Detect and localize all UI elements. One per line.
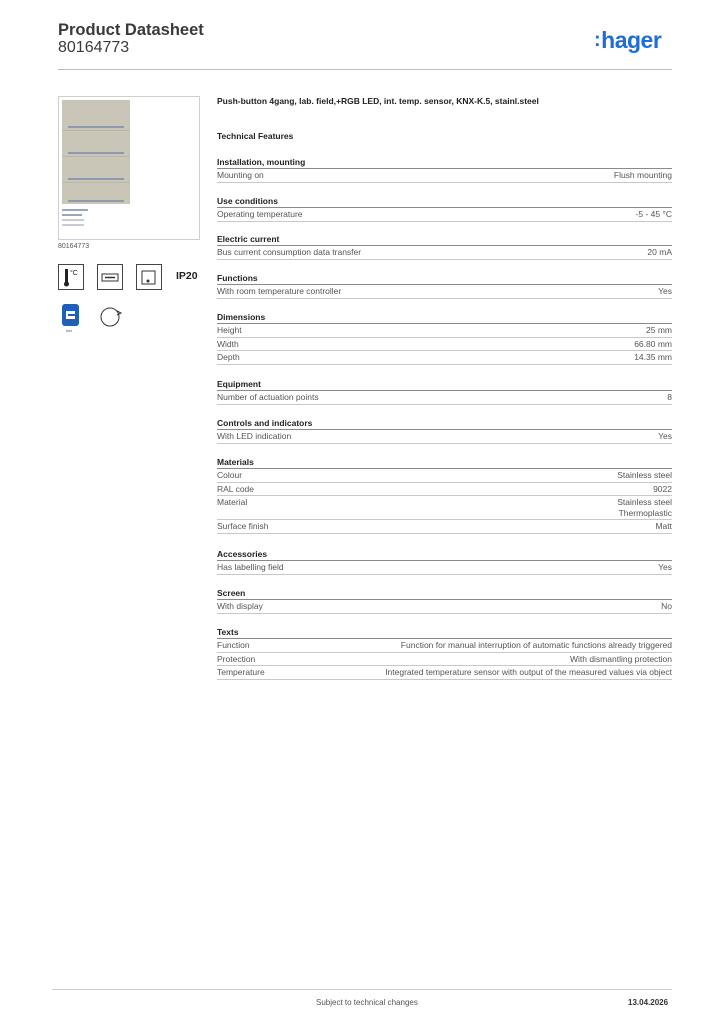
section-use-conditions xyxy=(217,195,672,222)
flush-mount-icon xyxy=(136,264,162,290)
footer-date: 13.04.2026 xyxy=(628,998,669,1007)
spec-row: Height 25 mm xyxy=(217,324,672,338)
spec-row: Width 66.80 mm xyxy=(217,338,672,352)
spec-row: Depth 14.35 mm xyxy=(217,351,672,365)
svg-text:knx: knx xyxy=(66,328,73,333)
spec-row: Surface finish Matt xyxy=(217,520,672,534)
spec-row: Bus current consumption data transfer 20 mA xyxy=(217,246,672,260)
footer-divider xyxy=(52,989,672,990)
header-divider xyxy=(58,69,672,70)
spec-row: RAL code 9022 xyxy=(217,483,672,497)
spec-row: Colour Stainless steel xyxy=(217,469,672,483)
ip-rating-label: IP20 xyxy=(176,270,198,282)
brand-logo xyxy=(594,27,661,54)
svg-text:°C: °C xyxy=(70,270,78,277)
section-title: Controls and indicators xyxy=(217,417,672,430)
rocker-led-bar xyxy=(68,126,124,128)
knx-logo-icon xyxy=(58,303,84,333)
section-screen xyxy=(217,587,672,614)
section-title: Accessories xyxy=(217,548,672,561)
rocker-divider xyxy=(62,182,130,183)
footer-note: Subject to technical changes xyxy=(316,998,418,1007)
section-title: Functions xyxy=(217,272,672,285)
rocker-divider xyxy=(62,130,130,131)
section-controls-indicators xyxy=(217,417,672,444)
spec-row: Operating temperature -5 - 45 °C xyxy=(217,208,672,222)
spec-row: Protection With dismantling protection xyxy=(217,653,672,667)
section-title: Installation, mounting xyxy=(217,156,672,169)
section-texts xyxy=(217,626,672,680)
section-title: Electric current xyxy=(217,233,672,246)
section-accessories xyxy=(217,548,672,575)
section-title: Use conditions xyxy=(217,195,672,208)
spec-row: Number of actuation points 8 xyxy=(217,391,672,405)
spec-row: With room temperature controller Yes xyxy=(217,285,672,299)
rocker-divider xyxy=(62,156,130,157)
rocker-led-bar xyxy=(68,200,124,202)
section-title: Equipment xyxy=(217,378,672,391)
product-description: Push-button 4gang, lab. field,+RGB LED, int. temp. sensor, KNX-K.5, stainl.steel xyxy=(217,96,539,106)
product-thumbnails xyxy=(62,209,88,229)
spec-row: With display No xyxy=(217,600,672,614)
product-plate-icon xyxy=(62,100,130,204)
brand-name: hager xyxy=(601,27,662,53)
section-materials xyxy=(217,456,672,534)
section-title: Materials xyxy=(217,456,672,469)
section-dimensions xyxy=(217,311,672,365)
section-title: Dimensions xyxy=(217,311,672,324)
article-number: 80164773 xyxy=(58,39,130,56)
section-equipment xyxy=(217,378,672,405)
section-title: Screen xyxy=(217,587,672,600)
spec-row: With LED indication Yes xyxy=(217,430,672,444)
spec-row: Function Function for manual interruption of automatic functions already triggered xyxy=(217,639,672,653)
product-image xyxy=(58,96,200,240)
spec-row: Mounting on Flush mounting xyxy=(217,169,672,183)
section-electric-current xyxy=(217,233,672,260)
spec-row: Material Stainless steel Thermoplastic xyxy=(217,496,672,520)
section-title: Texts xyxy=(217,626,672,639)
product-image-code: 80164773 xyxy=(58,243,90,250)
technical-features-title: Technical Features xyxy=(217,131,294,141)
spec-row: Has labelling field Yes xyxy=(217,561,672,575)
logo-mark-icon: : xyxy=(594,29,601,51)
spec-row: Temperature Integrated temperature sensor with output of the measured values via object xyxy=(217,666,672,680)
temperature-sensor-icon xyxy=(58,264,84,290)
rocker-led-bar xyxy=(68,152,124,154)
section-installation xyxy=(217,156,672,183)
knx-bus-device-icon xyxy=(97,264,123,290)
temperature-control-icon xyxy=(97,303,123,329)
page-title: Product Datasheet xyxy=(58,21,204,39)
section-functions xyxy=(217,272,672,299)
rocker-led-bar xyxy=(68,178,124,180)
